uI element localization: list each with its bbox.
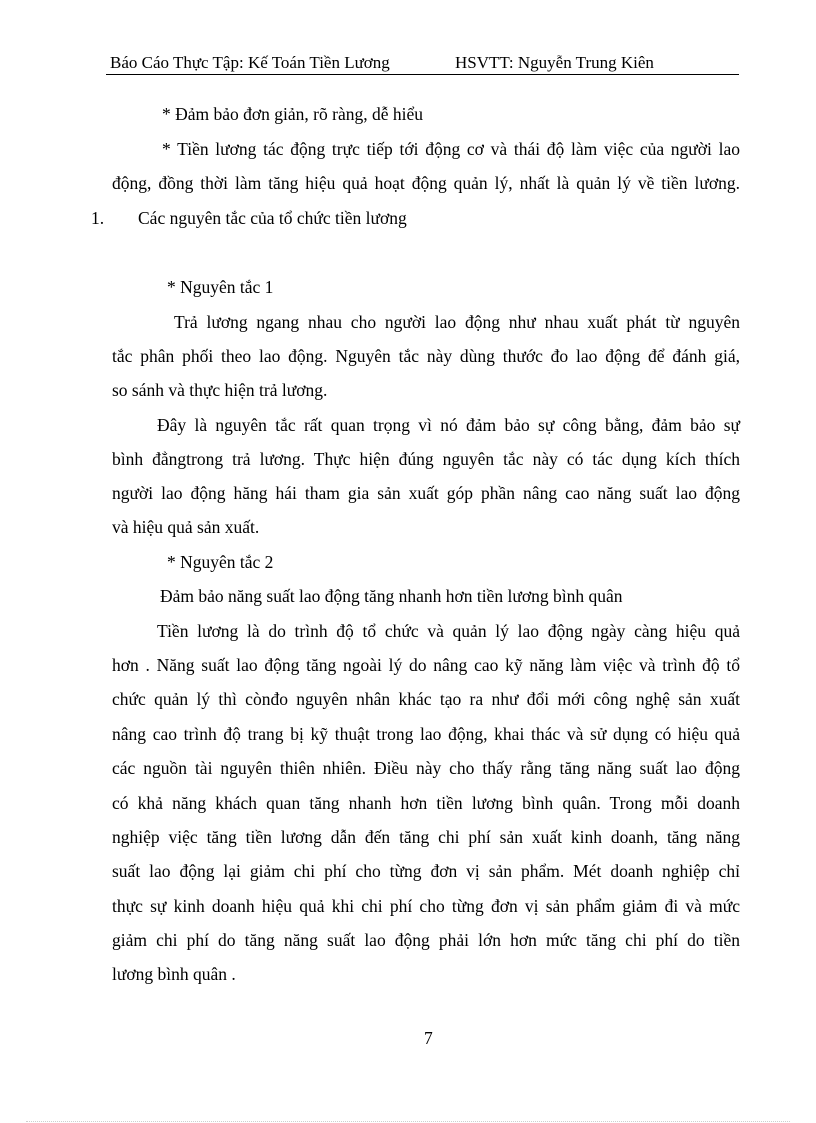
section-title: Các nguyên tắc của tổ chức tiền lương [138, 208, 407, 228]
page-bottom-divider [26, 1121, 790, 1122]
paragraph-line: các nguồn tài nguyên thiên nhiên. Điều này cho thấy rằng tăng năng suất lao động [112, 758, 740, 778]
paragraph-line: tắc phân phối theo lao động. Nguyên tắc này dùng thước đo lao động để đánh giá, [112, 346, 740, 366]
paragraph-line: lương bình quân . [112, 964, 236, 984]
paragraph-line: và hiệu quả sản xuất. [112, 517, 260, 537]
paragraph-line: bình đẳngtrong trả lương. Thực hiện đúng nguyên tắc này có tác dụng kích thích [112, 449, 740, 469]
paragraph-line: Tiền lương là do trình độ tổ chức và quản lý lao động ngày càng hiệu quả [157, 621, 740, 641]
paragraph-line: Trả lương ngang nhau cho người lao động như nhau xuất phát từ nguyên [174, 312, 740, 332]
paragraph-line: Đây là nguyên tắc rất quan trọng vì nó đảm bảo sự công bằng, đảm bảo sự [157, 415, 740, 435]
page-header [106, 52, 739, 75]
header-student-name: HSVTT: Nguyễn Trung Kiên [455, 53, 654, 72]
bullet-simple: * Đảm bảo đơn giản, rõ ràng, dễ hiểu [162, 104, 423, 124]
paragraph-line: suất lao động lại giảm chi phí cho từng đơn vị sản phẩm. Mét doanh nghiệp chỉ [112, 861, 740, 881]
section-number: 1. [91, 208, 105, 228]
paragraph-line: người lao động hăng hái tham gia sản xuất góp phần nâng cao năng suất lao động [112, 483, 740, 503]
paragraph-line: hơn . Năng suất lao động tăng ngoài lý do nâng cao kỹ năng làm việc và trình độ tổ [112, 655, 740, 675]
paragraph-line: chức quản lý thì cònđo nguyên nhân khác tạo ra như đổi mới công nghệ sản xuất [112, 689, 740, 709]
paragraph-line: so sánh và thực hiện trả lương. [112, 380, 328, 400]
principle-2-subtitle: Đảm bảo năng suất lao động tăng nhanh hơn tiền lương bình quân [160, 586, 623, 606]
paragraph-line: giảm chi phí do tăng năng suất lao động phải lớn hơn mức tăng chi phí do tiền [112, 930, 740, 950]
page-number: 7 [424, 1028, 433, 1048]
bullet-impact-line-2: động, đồng thời làm tăng hiệu quả hoạt động quản lý, nhất là quản lý về tiền lương. [112, 173, 740, 193]
paragraph-line: thực sự kinh doanh hiệu quả khi chi phí cho từng đơn vị sản phẩm giảm đi và mức [112, 896, 740, 916]
paragraph-line: có khả năng khách quan tăng nhanh hơn tiền lương bình quân. Trong mỗi doanh [112, 793, 740, 813]
paragraph-line: nghiệp việc tăng tiền lương dẫn đến tăng chi phí sản xuất kinh doanh, tăng năng [112, 827, 740, 847]
principle-1-title: * Nguyên tắc 1 [167, 277, 274, 297]
principle-2-title: * Nguyên tắc 2 [167, 552, 274, 572]
paragraph-line: nâng cao trình độ trang bị kỹ thuật trong lao động, khai thác và sử dụng có hiệu quả [112, 724, 740, 744]
bullet-impact-line-1: * Tiền lương tác động trực tiếp tới động cơ và thái độ làm việc của người lao [162, 139, 740, 159]
header-report-title: Báo Cáo Thực Tập: Kế Toán Tiền Lương [110, 53, 390, 72]
